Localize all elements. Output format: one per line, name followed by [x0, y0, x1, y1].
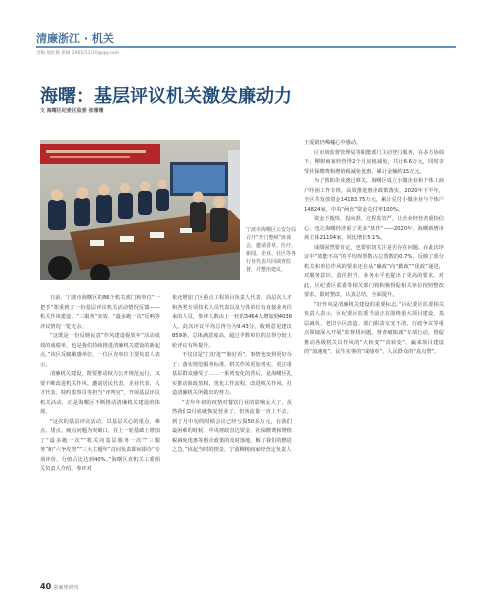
article-title: 海曙：基层评议机关激发廉动力 — [40, 86, 292, 107]
paragraph: 成绩固然要肯定，也要密切关注是否存在问题。在此次评议中“效能不高”的平均得票数占总票数的0.7%，反映了部分机关和单位作风的要求还在从“廉政”向“勤政”“优政”递进，对服务意识、责任担当、业务水平也提出了更高的要求。对此，区纪委区监委等相关部门将积极督促相关单位按照整改要求，限时整改，认真总结，全面提升。 — [304, 244, 444, 298]
page-footer — [40, 582, 78, 591]
article-byline: 文 海曙区纪委区监委 张珊珊 — [40, 108, 104, 114]
paragraph: 不仅仅是“门好进”“脸好看”，事情也变得更好办了；落实规范服务标准，机关作风更加务实，更注重基层群众感受了……一系列变化的背后，是海曙区扎实推动简政放权、优化工作流程，改进机关作风，打造清廉机关所做出的努力。 — [172, 352, 292, 396]
meeting-photo — [40, 140, 240, 280]
paragraph: 象还增加了区重点工程项目负责人代表、高层次人才和各类专项技术人员代表以及与各单位有直接业务往来的人员，参评人数由上一轮的3464人增加到4036人。此次评议平均总得分为9.43分，收到意见建议859条，总体满意度高，超过半数单位的总得分较上轮评议有所提升。 — [172, 295, 292, 349]
paragraph: 清廉机关建设，既要推动权力公开规范运行，又要不断改进机关作风。邀请居民代表、企业代表、人才代表、特约监察员等担当“评判官”，开展基层评议机关活动，正是海曙区不断推动清廉机关建设的体现。 — [40, 371, 160, 415]
page-header — [36, 30, 456, 56]
photo-caption: 宁波市海曙区公安分局召开“开门整顿”座谈会，邀请香草、医疗、新闻、企业、社区等各行业代表共同调查监督，并整治建议。 — [246, 227, 297, 273]
header-meta: 受稿 地址稿 新稿 2005/11/10@qq.com — [36, 51, 119, 56]
paragraph: “去年年初的疫情对餐饮行业的影响太大了，虽然我们2月底就恢复营业了，但客流量一直上不去。到了月中旬的时候会议已经亏损50多万元，在我们最困难的时候，中央财政直达资金、社保缴费和增值税减免优惠等惠企政策的及时落地，解了我们的燃眉之急。”该起当时的情景，宁波柳树商家经营定负责人 — [172, 399, 292, 453]
paragraph: 资金下拨快，投向准，过程监管严，让企业经营者重拾信心，也让海曙经济重了更多“伙伴”——2020年，海曙新增市场主体21104家，同比增长5.1%。 — [304, 216, 444, 241]
paragraph: 为了帮助企业渡过难关，海曙区成立小微企业和个体工商户纾困工作专班，高效推进惠企政策落实。2020年下半年，全区共发放资金14183.75万元，累计兑付小微企业与个体户14824家，中央“两直”资金兑付率100%。 — [304, 178, 444, 213]
paragraph: “好作风是清廉机关建设的重要标志。”区纪委区监委相关负责人表示，区纪委区监委当前正在围绕重大项目建设、基层减负、老旧小区改造、部门职责交叉不清、行政争议等重点领域深入开展“监督找问题、督查破瓶颈”专项行动，督促推动各级机关以作风的“大转变”“真转变”，赢来项目建设的“加速度”、民生实事的“成绩单”、人民群众的“真点赞”。 — [304, 301, 444, 355]
paragraph: 区市场监督管理局等职能部门主动登门服务，在多方协调下，柳树商家经营得2个月房租减免，共计6.6万元，同时享受社保缴费和增值税减免优惠，累计金额约15万元。 — [304, 149, 444, 175]
magazine-name: 浙廉理研刊 — [53, 585, 79, 591]
article-column-2 — [172, 294, 292, 584]
article-column-3 — [304, 139, 444, 589]
section-label: 清廉浙江 · 机关 — [36, 32, 114, 45]
paragraph: “这次的基层评议活动，以基层关心的重点、难点、堵点、痛点问题为突破口，在上一轮基础上增加了“最多跑一次”“机关向基层服务一次”“三服务”和“六争攻坚”“三大主题年”首问负责即问即办“专项评价，分值占比达到40%。”海曙区直机关工委相关负责人介绍，参评对 — [40, 418, 160, 472]
page-number: 40 — [40, 582, 52, 591]
header-rule — [36, 46, 456, 48]
paragraph: 日前，宁波市海曙区的86个机关部门和单位“一把手”郑重到了一份基层评议机关活动情况反馈——机关作风建设、“三服务”实效、“最多跑一次”反响等评议情况一览无余。 — [40, 295, 160, 330]
paragraph: 王爱娟仍唏嘘心中感动。 — [304, 140, 362, 146]
article-column-1 — [40, 294, 160, 584]
paragraph: “这既是一份反映民意”作风建设提效年”活动成效的成绩单，也是我们持续推进清廉机关建设的新起点。”该区反腐敏感单位，一位区直单位主要负责人表示。 — [40, 333, 160, 368]
